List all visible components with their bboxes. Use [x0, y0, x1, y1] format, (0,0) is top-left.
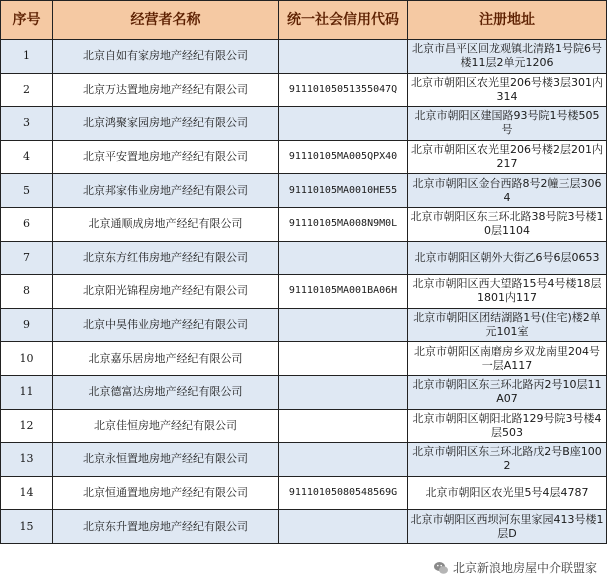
credit-code: [279, 443, 408, 477]
operator-name: 北京中昊伟业房地产经纪有限公司: [53, 308, 279, 342]
credit-code: [279, 40, 408, 74]
table-row: [1, 207, 607, 241]
operator-name: 北京恒通置地房地产经纪有限公司: [53, 476, 279, 510]
registered-address: 北京市朝阳区西坝河东里家园413号楼1层D: [408, 510, 607, 544]
credit-code: [279, 308, 408, 342]
registered-address: 北京市昌平区回龙观镇北清路1号院6号楼11层2单元1206: [408, 40, 607, 74]
credit-code: 91110105MA001BA06H: [279, 275, 408, 309]
row-index: 1: [1, 40, 53, 74]
operator-name: 北京永恒置地房地产经纪有限公司: [53, 443, 279, 477]
registered-address: 北京市朝阳区东三环北路戊2号B座1002: [408, 443, 607, 477]
watermark-text: 北京新浪地房屋中介联盟家: [452, 561, 597, 575]
operator-name: 北京鸿聚家园房地产经纪有限公司: [53, 107, 279, 141]
registered-address: 北京市朝阳区南磨房乡双龙南里204号一层A117: [408, 342, 607, 376]
registered-address: 北京市朝阳区东三环北路38号院3号楼10层1104: [408, 207, 607, 241]
row-index: 3: [1, 107, 53, 141]
credit-code: 91110105MA0010HE55: [279, 174, 408, 208]
row-index: 15: [1, 510, 53, 544]
registered-address: 北京市朝阳区西大望路15号4号楼18层1801内117: [408, 275, 607, 309]
header-registered-address: 注册地址: [408, 1, 607, 40]
row-index: 9: [1, 308, 53, 342]
table-row: [1, 107, 607, 141]
table-row: [1, 308, 607, 342]
operator-name: 北京邦家伟业房地产经纪有限公司: [53, 174, 279, 208]
registered-address: 北京市朝阳区东三环北路丙2号10层11A07: [408, 375, 607, 409]
row-index: 2: [1, 73, 53, 107]
operator-name: 北京东升置地房地产经纪有限公司: [53, 510, 279, 544]
registered-address: 北京市朝阳区团结湖路1号(住宅)楼2单元101室: [408, 308, 607, 342]
table-row: [1, 174, 607, 208]
registered-address: 北京市朝阳区农光里206号楼3层301内314: [408, 73, 607, 107]
operator-name: 北京自如有家房地产经纪有限公司: [53, 40, 279, 74]
operator-name: 北京平安置地房地产经纪有限公司: [53, 140, 279, 174]
registered-address: 北京市朝阳区朝外大街乙6号6层0653: [408, 241, 607, 275]
header-operator-name: 经营者名称: [53, 1, 279, 40]
row-index: 5: [1, 174, 53, 208]
row-index: 13: [1, 443, 53, 477]
operator-name: 北京通顺成房地产经纪有限公司: [53, 207, 279, 241]
table-row: [1, 375, 607, 409]
registered-address: 北京市朝阳区农光里5号4层4787: [408, 476, 607, 510]
registered-address: 北京市朝阳区农光里206号楼2层201内217: [408, 140, 607, 174]
registered-address: 北京市朝阳区金台西路8号2幢三层3064: [408, 174, 607, 208]
header-credit-code: 统一社会信用代码: [279, 1, 408, 40]
table-row: [1, 476, 607, 510]
credit-code: [279, 342, 408, 376]
header-index: 序号: [1, 1, 53, 40]
operator-name: 北京德富达房地产经纪有限公司: [53, 375, 279, 409]
table-row: [1, 40, 607, 74]
table-row: [1, 275, 607, 309]
registered-address: 北京市朝阳区建国路93号院1号楼505号: [408, 107, 607, 141]
credit-code: [279, 241, 408, 275]
operator-name: 北京东方红伟房地产经纪有限公司: [53, 241, 279, 275]
credit-code: 91110105051355047Q: [279, 73, 408, 107]
row-index: 10: [1, 342, 53, 376]
credit-code: [279, 510, 408, 544]
operator-name: 北京嘉乐居房地产经纪有限公司: [53, 342, 279, 376]
credit-code: 91110105MA005QPX40: [279, 140, 408, 174]
table-row: [1, 510, 607, 544]
table-row: [1, 443, 607, 477]
wechat-icon: [433, 560, 449, 576]
row-index: 4: [1, 140, 53, 174]
credit-code: [279, 375, 408, 409]
row-index: 6: [1, 207, 53, 241]
operator-name: 北京万达置地房地产经纪有限公司: [53, 73, 279, 107]
table-header-row: [1, 1, 607, 40]
credit-code: [279, 409, 408, 443]
table-row: [1, 409, 607, 443]
registered-address: 北京市朝阳区朝阳北路129号院3号楼4层503: [408, 409, 607, 443]
operator-name: 北京佳恒房地产经纪有限公司: [53, 409, 279, 443]
row-index: 12: [1, 409, 53, 443]
table-row: [1, 342, 607, 376]
row-index: 8: [1, 275, 53, 309]
credit-code: [279, 107, 408, 141]
row-index: 14: [1, 476, 53, 510]
table-row: [1, 73, 607, 107]
operator-name: 北京阳光锦程房地产经纪有限公司: [53, 275, 279, 309]
credit-code: 91110105MA008N9M0L: [279, 207, 408, 241]
table-row: [1, 241, 607, 275]
table-row: [1, 140, 607, 174]
row-index: 11: [1, 375, 53, 409]
credit-code: 91110105080548569G: [279, 476, 408, 510]
row-index: 7: [1, 241, 53, 275]
watermark: [430, 558, 600, 577]
